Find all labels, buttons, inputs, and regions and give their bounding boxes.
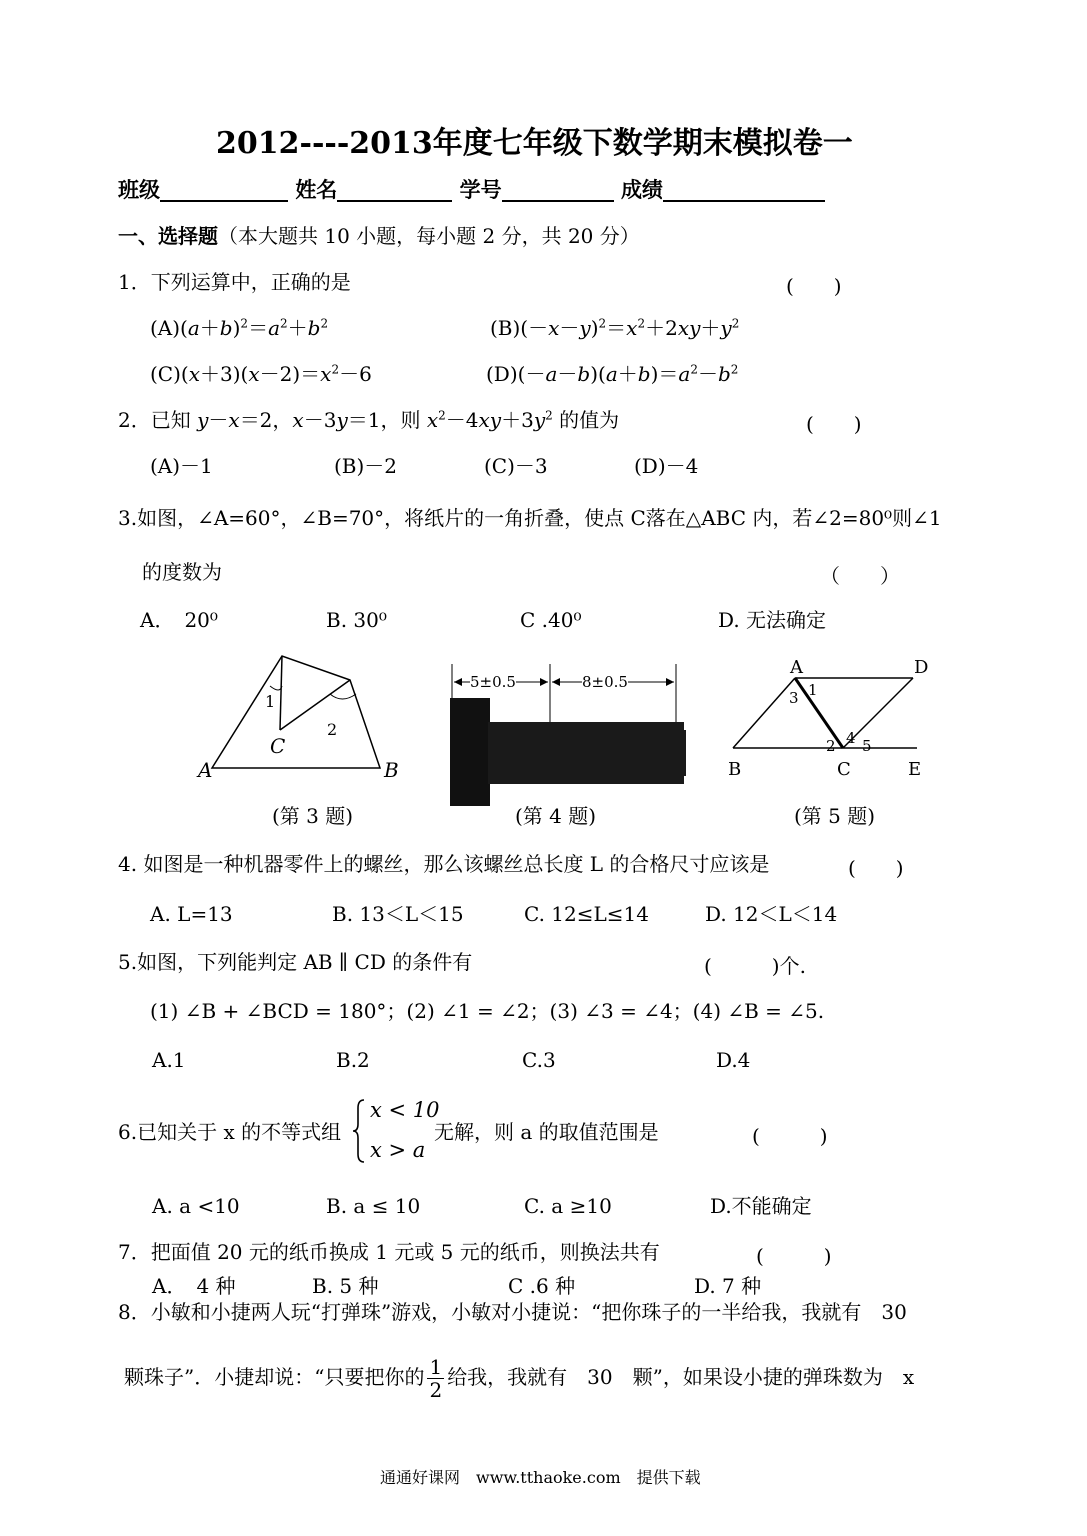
q2-answer-paren[interactable]: ( )	[806, 412, 862, 436]
q1-option-b: $(B)(-x-y)^2=x^2+2xy+y^2$	[490, 316, 740, 340]
q8-line2-pre: 颗珠子”．小捷却说：“只要把你的	[124, 1365, 425, 1389]
q3-option-b: B. 30⁰	[326, 608, 387, 632]
q7-option-b: B. 5 种	[312, 1274, 379, 1298]
figure-3-triangle	[190, 650, 410, 780]
field-score-label: 成绩	[620, 177, 663, 202]
field-class-label: 班级	[118, 177, 160, 202]
fig5-caption: (第 5 题)	[794, 804, 876, 828]
q4-option-c: C. 12≤L≤14	[524, 902, 649, 926]
q2-option-a: (A)－1	[150, 454, 213, 478]
q4-answer-paren[interactable]: ( )	[848, 856, 904, 880]
q7-option-d: D. 7 种	[694, 1274, 762, 1298]
q4-option-b: B. 13＜L＜15	[332, 902, 464, 926]
q5-stem: 5.如图，下列能判定 AB ∥ CD 的条件有	[118, 950, 473, 974]
section-note: （本大题共 10 小题，每小题 2 分，共 20 分）	[218, 224, 640, 248]
q5-option-a: A.1	[152, 1048, 186, 1072]
fig3-label-1: 1	[265, 692, 276, 711]
fig5-label-a: A	[790, 657, 803, 678]
q5-option-c: C.3	[522, 1048, 556, 1072]
q2-option-b: (B)－2	[334, 454, 398, 478]
fig3-caption: (第 3 题)	[272, 804, 354, 828]
fig5-label-c: C	[837, 759, 851, 780]
section-heading	[118, 224, 640, 248]
page-footer: 通通好课网 www.tthaoke.com 提供下载	[380, 1468, 701, 1487]
q6-inequality-1: x < 10	[370, 1098, 440, 1122]
fig5-label-4: 4	[846, 729, 856, 747]
field-name-label: 姓名	[295, 177, 338, 202]
q3-option-c: C .40⁰	[520, 608, 582, 632]
q3-answer-paren[interactable]: （ ）	[820, 564, 900, 588]
q1-option-d: $(D)(-a-b)(a+b)=a^2-b^2$	[486, 362, 739, 386]
fig4-dim-body: 8±0.5	[582, 670, 628, 694]
q6-stem-pre: 6.已知关于 x 的不等式组	[118, 1120, 342, 1144]
q8-line2	[124, 1352, 914, 1402]
fig5-label-e: E	[908, 759, 922, 780]
fig3-label-c: C	[270, 734, 286, 758]
q4-option-d: D. 12＜L＜14	[705, 902, 838, 926]
q1-option-a: $(A)(a+b)^2=a^2+b^2$	[150, 316, 329, 340]
q1-option-c: $(C)(x+3)(x-2)=x^2-6$	[150, 362, 372, 386]
q4-option-a: A. L=13	[150, 902, 233, 926]
fig5-label-d: D	[914, 657, 929, 678]
q1-text: 下列运算中，正确的是	[150, 270, 351, 294]
fig3-label-a: A	[198, 758, 213, 782]
q7-stem: 7．把面值 20 元的纸币换成 1 元或 5 元的纸币，则换法共有	[118, 1240, 660, 1264]
q8-fraction	[427, 1356, 444, 1401]
fig3-label-b: B	[384, 758, 399, 782]
fig5-label-5: 5	[862, 737, 872, 755]
q8-frac-num: 1	[429, 1355, 443, 1379]
q6-option-c: C. a ≥10	[524, 1194, 612, 1218]
q1-answer-paren[interactable]: ( )	[786, 274, 842, 298]
q3-option-d: D. 无法确定	[718, 608, 827, 632]
q8-frac-den: 2	[429, 1378, 443, 1402]
q5-answer-paren[interactable]: ( )个.	[704, 954, 806, 978]
q5-option-d: D.4	[716, 1048, 751, 1072]
q7-option-c: C .6 种	[508, 1274, 576, 1298]
q3-stem-line2: 的度数为	[142, 560, 222, 584]
q8-line1: 8．小敏和小捷两人玩“打弹珠”游戏，小敏对小捷说：“把你珠子的一半给我，我就有 30	[118, 1300, 907, 1324]
q3-stem-line1: 3.如图，∠A=60°，∠B=70°，将纸片的一角折叠，使点 C落在△ABC 内，若∠2=80⁰则∠1	[118, 506, 942, 530]
fig3-label-2: 2	[327, 720, 338, 739]
field-id-blank[interactable]	[502, 180, 614, 202]
section-label: 一、选择题	[118, 224, 218, 248]
fig4-dim-head: 5±0.5	[470, 670, 516, 694]
q2-option-d: (D)－4	[634, 454, 699, 478]
q6-option-b: B. a ≤ 10	[326, 1194, 421, 1218]
q6-inequality-2: x > a	[370, 1138, 426, 1162]
q5-conditions: (1) ∠B + ∠BCD = 180°；(2) ∠1 = ∠2；(3) ∠3 = ∠4；(4) ∠B = ∠5.	[150, 999, 825, 1023]
q6-stem-post: 无解，则 a 的取值范围是	[434, 1120, 659, 1144]
field-class-blank[interactable]	[160, 180, 288, 202]
fig4-caption: (第 4 题)	[515, 804, 597, 828]
q6-option-a: A. a <10	[152, 1194, 240, 1218]
q3-option-a: A． 20⁰	[140, 608, 218, 632]
fig5-label-b: B	[728, 759, 742, 780]
field-id-label: 学号	[459, 177, 502, 202]
q6-answer-paren[interactable]: ( )	[752, 1124, 828, 1148]
q2-number: 2．	[118, 408, 151, 432]
header-fields	[118, 178, 825, 202]
q6-brace-icon	[352, 1098, 366, 1164]
fig5-label-1: 1	[808, 681, 818, 699]
q7-option-a: A． 4 种	[152, 1274, 236, 1298]
q2-stem: 2．已知 y－x＝2，x－3y＝1，则 $x^2-4xy+3y^2$ 的值为	[118, 408, 620, 432]
q2-option-c: (C)－3	[484, 454, 548, 478]
q1-stem	[118, 270, 351, 294]
q6-option-d: D.不能确定	[710, 1194, 812, 1218]
q5-option-b: B.2	[336, 1048, 370, 1072]
q7-answer-paren[interactable]: ( )	[756, 1244, 832, 1268]
q8-line2-post: 给我，我就有 30 颗”，如果设小捷的弹珠数为 x	[447, 1365, 915, 1389]
fig5-label-2: 2	[826, 737, 836, 755]
field-score-blank[interactable]	[663, 180, 825, 202]
field-name-blank[interactable]	[337, 180, 452, 202]
q4-stem: 4. 如图是一种机器零件上的螺丝，那么该螺丝总长度 L 的合格尺寸应该是	[118, 852, 770, 876]
page-title: 2012----2013年度七年级下数学期末模拟卷一	[216, 126, 853, 161]
figure-5-parallelogram	[725, 660, 925, 760]
fig5-label-3: 3	[789, 689, 799, 707]
q1-number: 1．	[118, 270, 151, 294]
